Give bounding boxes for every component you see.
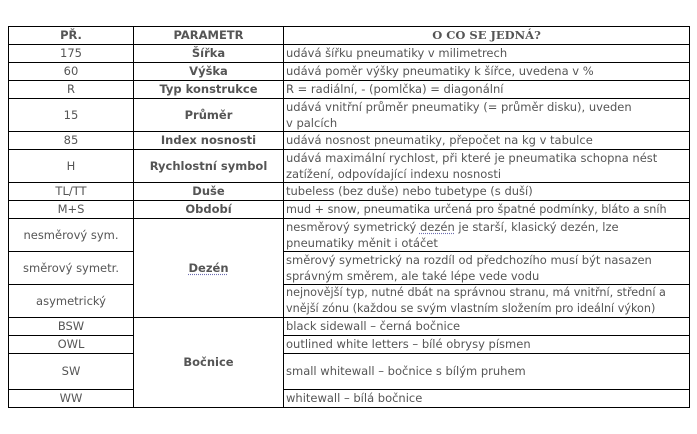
row-description	[284, 219, 690, 252]
row-code: TL/TT	[9, 183, 134, 201]
row-parameter: Průměr	[134, 99, 284, 132]
table-row-sidewall	[9, 318, 690, 336]
row-description	[284, 99, 690, 132]
row-code: 175	[9, 45, 134, 63]
row-parameter: Šířka	[134, 45, 284, 63]
header-parameter: PARAMETR	[134, 27, 284, 45]
header-example: PŘ.	[9, 27, 134, 45]
row-parameter: Rychlostní symbol	[134, 150, 284, 183]
row-description: outlined white letters – bílé obrysy písmen	[284, 336, 690, 354]
table-header-row	[9, 27, 690, 45]
row-parameter: Duše	[134, 183, 284, 201]
tire-marking-table	[8, 26, 690, 408]
description-text-pre: nesměrový symetrický	[286, 220, 420, 234]
row-description: small whitewall – bočnice s bílým pruhem	[284, 354, 690, 390]
row-description: udává maximální rychlost, při které je pneumatika schopna nést zatížení, odpovídající indexu nosnosti	[284, 150, 690, 183]
table-row	[9, 45, 690, 63]
row-parameter: Výška	[134, 63, 284, 81]
row-code: nesměrový sym.	[9, 219, 134, 252]
row-parameter-sidewall: Bočnice	[134, 318, 284, 408]
table-row-sidewall	[9, 354, 690, 390]
row-parameter: Období	[134, 201, 284, 219]
table-row-sidewall	[9, 390, 690, 408]
row-code: M+S	[9, 201, 134, 219]
table-row	[9, 81, 690, 99]
row-description: nejnovější typ, nutné dbát na správnou stranu, má vnitřní, střední a vnější zónu (každou se svým vlastním složením pro ideální výkon)	[284, 285, 690, 318]
row-description: udává nosnost pneumatiky, přepočet na kg v tabulce	[284, 132, 690, 150]
table-row-sidewall	[9, 336, 690, 354]
row-code: 85	[9, 132, 134, 150]
row-code: H	[9, 150, 134, 183]
row-code: 15	[9, 99, 134, 132]
row-description: udává šířku pneumatiky v milimetrech	[284, 45, 690, 63]
table-row-tread	[9, 252, 690, 285]
row-description: whitewall – bílá bočnice	[284, 390, 690, 408]
row-code: WW	[9, 390, 134, 408]
tread-parameter-link[interactable]: Dezén	[188, 261, 229, 275]
table-row	[9, 183, 690, 201]
tread-inline-link[interactable]: dezén	[419, 220, 455, 234]
row-code: R	[9, 81, 134, 99]
row-parameter: Index nosnosti	[134, 132, 284, 150]
description-text-post: je starší, klasický dezén, lze pneumatiky měnit i otáčet	[286, 220, 619, 250]
row-parameter-tread	[134, 219, 284, 318]
row-code: BSW	[9, 318, 134, 336]
row-description: mud + snow, pneumatika určená pro špatné podmínky, bláto a sníh	[284, 201, 690, 219]
row-description: R = radiální, - (pomlčka) = diagonální	[284, 81, 690, 99]
table-row	[9, 132, 690, 150]
row-code: OWL	[9, 336, 134, 354]
row-code: asymetrický	[9, 285, 134, 318]
row-code: směrový symetr.	[9, 252, 134, 285]
row-description: směrový symetrický na rozdíl od předchozího musí být nasazen správným směrem, ale také lépe vede vodu	[284, 252, 690, 285]
row-description: tubeless (bez duše) nebo tubetype (s duší)	[284, 183, 690, 201]
table-row	[9, 99, 690, 132]
table-row	[9, 201, 690, 219]
row-description: udává poměr výšky pneumatiky k šířce, uvedena v %	[284, 63, 690, 81]
table-row-tread	[9, 219, 690, 252]
row-code: 60	[9, 63, 134, 81]
table-row	[9, 63, 690, 81]
description-line-1: udává vnitřní průměr pneumatiky (= průměr disku), uveden	[286, 100, 632, 114]
row-description: black sidewall – černá bočnice	[284, 318, 690, 336]
header-description: O CO SE JEDNÁ?	[284, 27, 690, 45]
row-parameter: Typ konstrukce	[134, 81, 284, 99]
description-line-2: v palcích	[286, 116, 338, 130]
table-row-tread	[9, 285, 690, 318]
table-row	[9, 150, 690, 183]
row-code: SW	[9, 354, 134, 390]
